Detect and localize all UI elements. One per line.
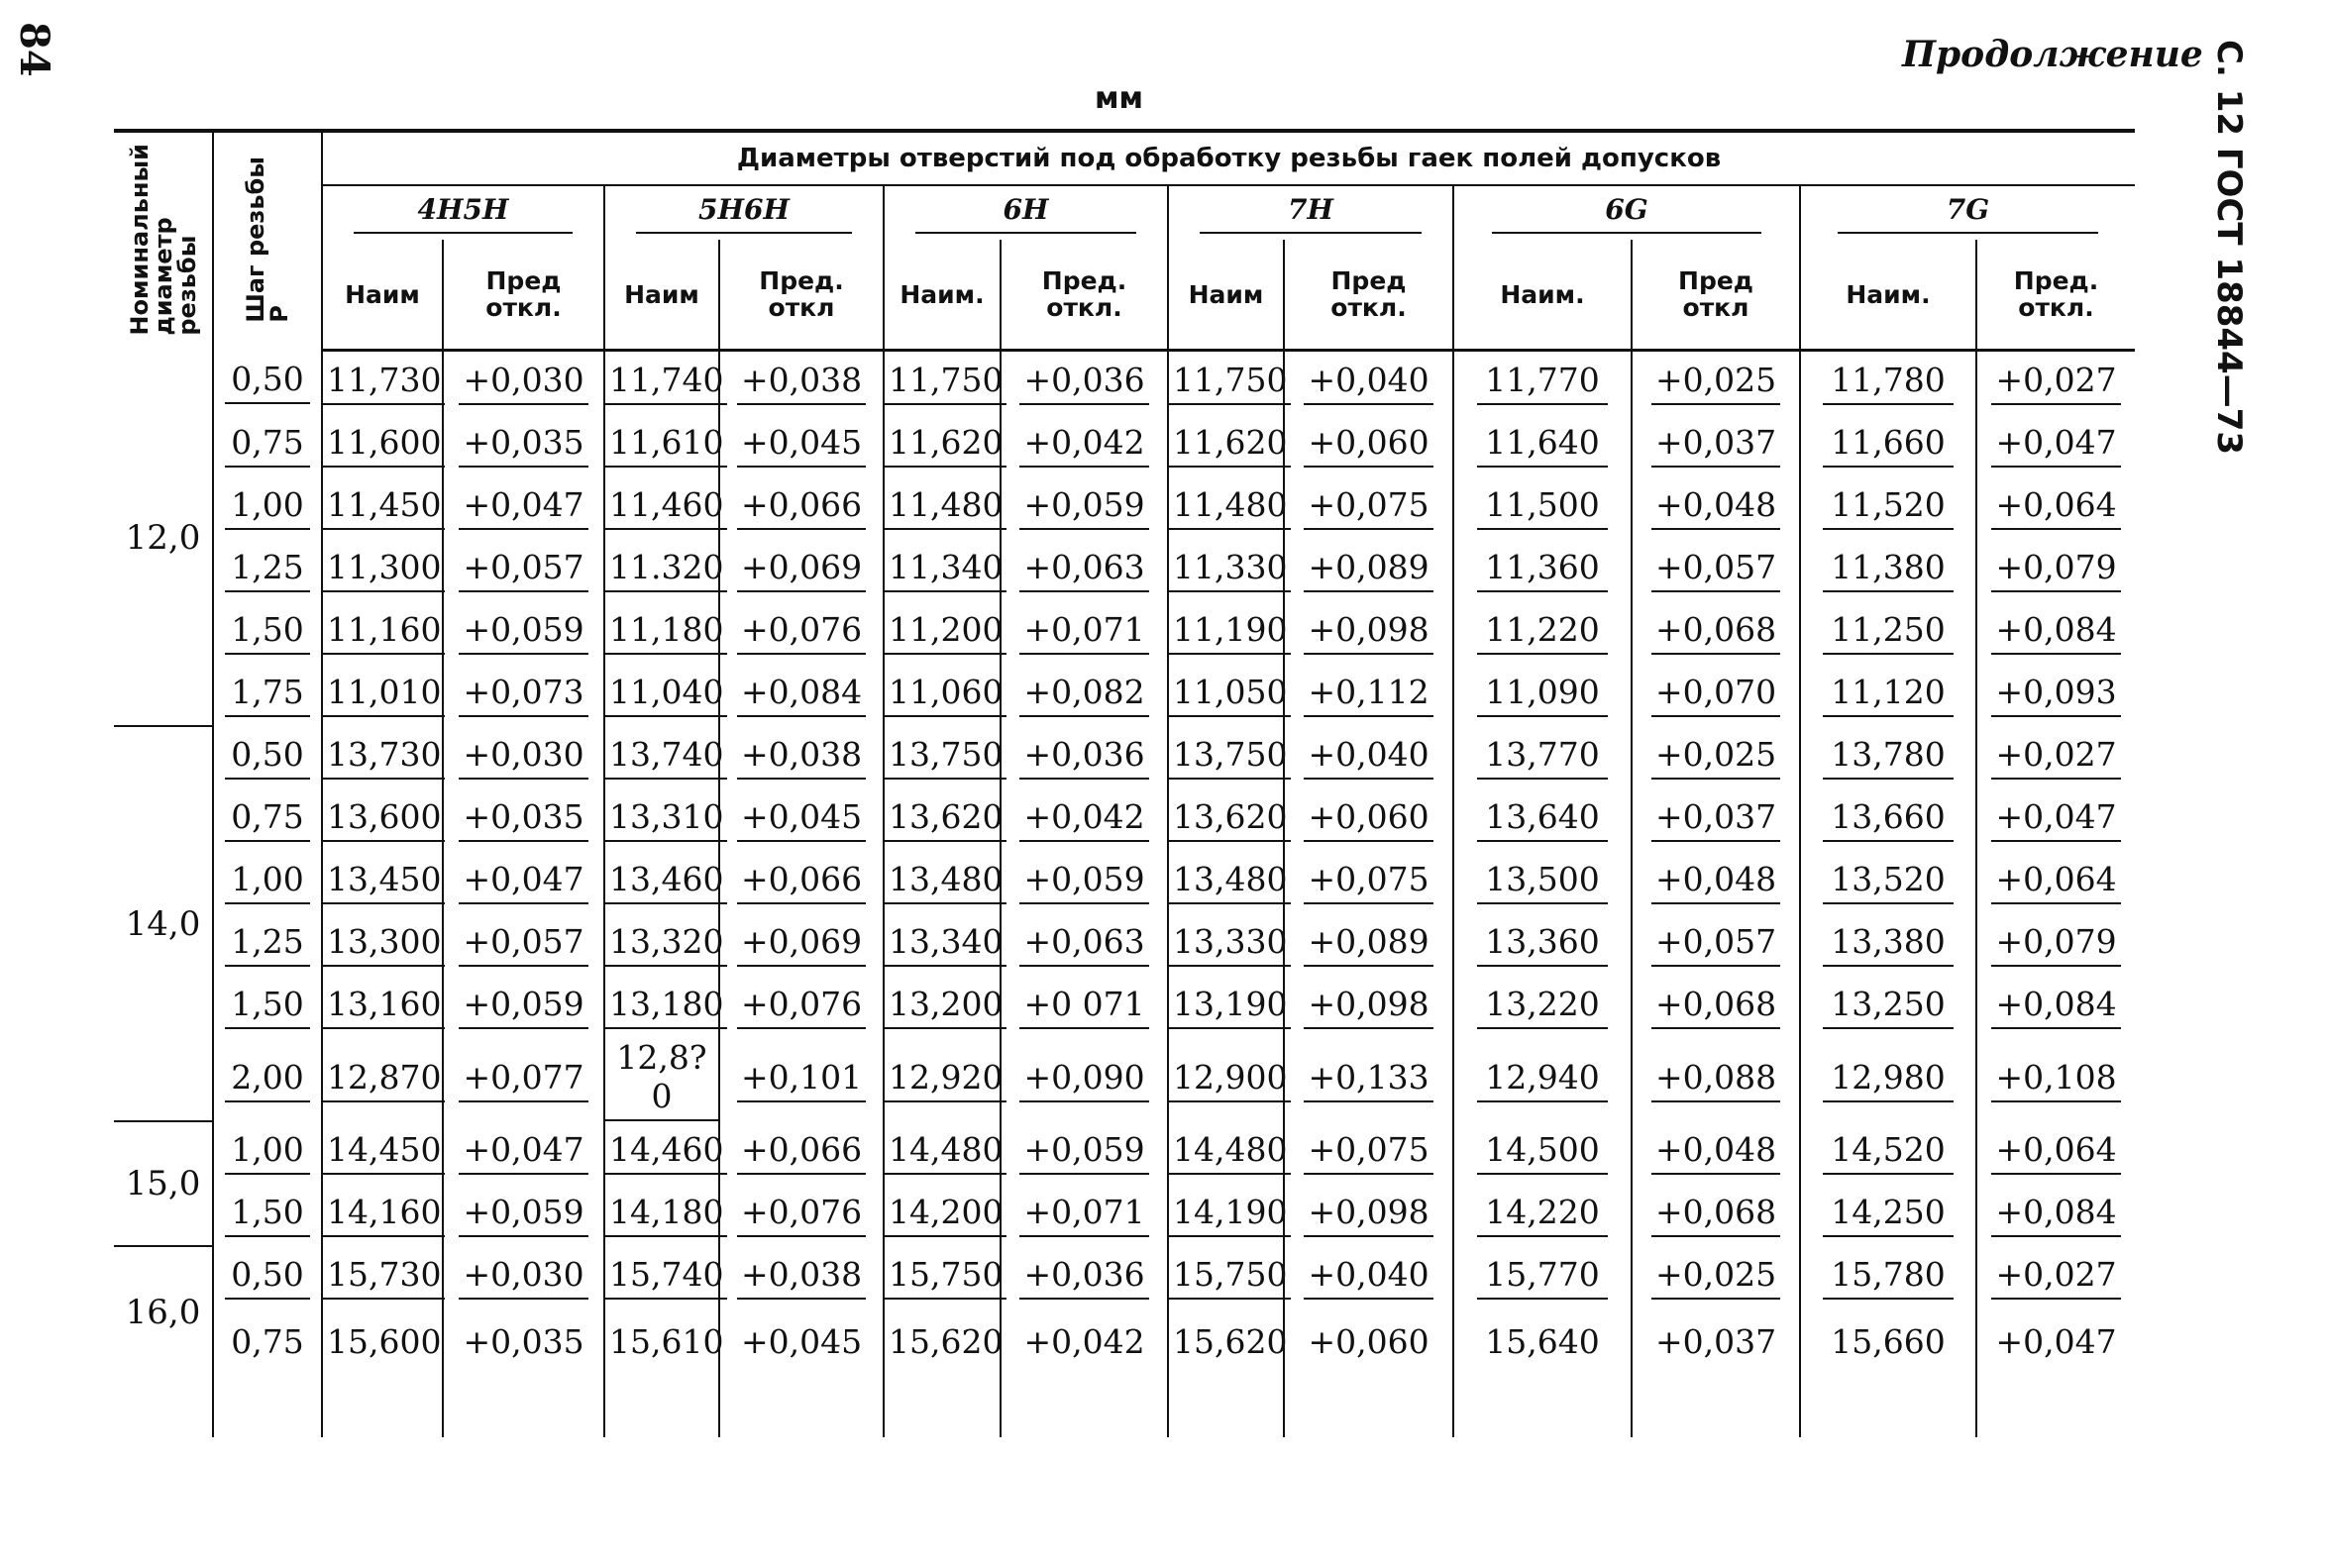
deviation-cell: +0,045	[719, 1308, 884, 1378]
deviation-cell: +0,047	[443, 1121, 604, 1184]
min-diameter-cell: 11,090	[1453, 664, 1632, 726]
deviation-cell: +0,057	[1632, 539, 1800, 601]
field-name: 4H5H	[354, 193, 573, 234]
pitch-cell: 0,75	[213, 414, 322, 476]
min-diameter-cell: 11,220	[1453, 601, 1632, 664]
min-diameter-cell: 15,750	[884, 1246, 1001, 1308]
deviation-column-header: Пред откл.	[443, 240, 604, 351]
deviation-cell: +0,030	[443, 1246, 604, 1308]
min-diameter-cell: 13,620	[884, 788, 1001, 851]
deviation-cell: +0,084	[1976, 601, 2135, 664]
min-diameter-cell: 13,300	[322, 913, 443, 976]
field-header	[1800, 185, 2135, 240]
nominal-diameter-cell: 15,0	[114, 1121, 213, 1246]
min-diameter-cell: 13,360	[1453, 913, 1632, 976]
min-diameter-cell: 15,600	[322, 1308, 443, 1378]
deviation-cell: +0,059	[443, 976, 604, 1038]
min-diameter-cell: 11,750	[884, 351, 1001, 415]
deviation-cell: +0,070	[1632, 664, 1800, 726]
field-header	[1453, 185, 1800, 240]
min-diameter-cell: 11,480	[884, 476, 1001, 539]
min-diameter-cell: 12,920	[884, 1038, 1001, 1121]
min-diameter-cell: 11,380	[1800, 539, 1976, 601]
min-diameter-cell: 13,190	[1168, 976, 1284, 1038]
field-header	[322, 185, 604, 240]
deviation-cell: +0,101	[719, 1038, 884, 1121]
pitch-cell: 1,00	[213, 1121, 322, 1184]
min-diameter-cell: 11,340	[884, 539, 1001, 601]
min-diameter-cell: 11,040	[604, 664, 719, 726]
table-row	[114, 1038, 2135, 1121]
table-body	[114, 351, 2135, 1438]
min-diameter-cell: 13,160	[322, 976, 443, 1038]
table-row	[114, 1184, 2135, 1246]
deviation-cell: +0,071	[1001, 601, 1168, 664]
pitch-cell: 1,50	[213, 1184, 322, 1246]
deviation-column-header: Пред. откл.	[1001, 240, 1168, 351]
pitch-cell: 0,75	[213, 1308, 322, 1378]
table-row	[114, 414, 2135, 476]
deviation-cell: +0,025	[1632, 351, 1800, 415]
deviation-cell: +0,066	[719, 476, 884, 539]
deviation-cell: +0,038	[719, 1246, 884, 1308]
deviation-cell: +0,066	[719, 851, 884, 913]
deviation-cell: +0,063	[1001, 539, 1168, 601]
deviation-cell: +0,090	[1001, 1038, 1168, 1121]
deviation-cell: +0,133	[1284, 1038, 1453, 1121]
min-diameter-cell: 13,620	[1168, 788, 1284, 851]
min-diameter-cell: 11,620	[884, 414, 1001, 476]
deviation-cell: +0,076	[719, 976, 884, 1038]
deviation-cell: +0,038	[719, 351, 884, 415]
document-code: С. 12 ГОСТ 18844—73	[2209, 40, 2249, 456]
deviation-column-header: Пред. откл	[719, 240, 884, 351]
pitch-cell: 1,75	[213, 664, 322, 726]
deviation-cell: +0,060	[1284, 414, 1453, 476]
min-column-header: Наим.	[884, 240, 1001, 351]
pitch-cell: 0,50	[213, 351, 322, 415]
deviation-cell: +0,098	[1284, 976, 1453, 1038]
field-name: 6G	[1492, 193, 1760, 234]
deviation-column-header: Пред откл	[1632, 240, 1800, 351]
min-diameter-cell: 11,640	[1453, 414, 1632, 476]
min-diameter-cell: 13,330	[1168, 913, 1284, 976]
min-diameter-cell: 14,250	[1800, 1184, 1976, 1246]
deviation-cell: +0,073	[443, 664, 604, 726]
deviation-cell: +0,059	[443, 1184, 604, 1246]
min-diameter-cell: 11,180	[604, 601, 719, 664]
min-diameter-cell: 11,010	[322, 664, 443, 726]
deviation-cell: +0,057	[443, 913, 604, 976]
tail-cell	[1632, 1378, 1800, 1437]
min-diameter-cell: 15,620	[884, 1308, 1001, 1378]
deviation-cell: +0,075	[1284, 476, 1453, 539]
deviation-cell: +0,093	[1976, 664, 2135, 726]
deviation-cell: +0,036	[1001, 726, 1168, 788]
pitch-cell: 1,00	[213, 476, 322, 539]
min-diameter-cell: 13,770	[1453, 726, 1632, 788]
deviation-cell: +0,027	[1976, 726, 2135, 788]
min-diameter-cell: 15,750	[1168, 1246, 1284, 1308]
min-diameter-cell: 11,750	[1168, 351, 1284, 415]
min-column-header: Наим	[322, 240, 443, 351]
min-diameter-cell: 11,600	[322, 414, 443, 476]
min-column-header: Наим	[1168, 240, 1284, 351]
min-diameter-cell: 13,520	[1800, 851, 1976, 913]
deviation-cell: +0,088	[1632, 1038, 1800, 1121]
pitch-cell: 1,25	[213, 913, 322, 976]
min-column-header: Наим	[604, 240, 719, 351]
min-diameter-cell: 14,520	[1800, 1121, 1976, 1184]
table-row	[114, 851, 2135, 913]
min-diameter-cell: 15,660	[1800, 1308, 1976, 1378]
field-name: 5H6H	[636, 193, 852, 234]
table-row	[114, 788, 2135, 851]
deviation-cell: +0,047	[443, 851, 604, 913]
thread-diameter-table	[114, 129, 2135, 1437]
field-name: 7G	[1838, 193, 2098, 234]
min-diameter-cell: 13,250	[1800, 976, 1976, 1038]
deviation-cell: +0,077	[443, 1038, 604, 1121]
tail-cell	[1453, 1378, 1632, 1437]
deviation-cell: +0,025	[1632, 726, 1800, 788]
deviation-cell: +0,036	[1001, 351, 1168, 415]
min-diameter-cell: 11,120	[1800, 664, 1976, 726]
deviation-cell: +0,037	[1632, 414, 1800, 476]
tail-cell	[443, 1378, 604, 1437]
pitch-cell: 2,00	[213, 1038, 322, 1121]
pitch-cell: 1,25	[213, 539, 322, 601]
deviation-cell: +0,060	[1284, 788, 1453, 851]
nominal-diameter-cell: 16,0	[114, 1246, 213, 1378]
deviation-cell: +0,068	[1632, 976, 1800, 1038]
deviation-cell: +0,045	[719, 414, 884, 476]
table-row	[114, 476, 2135, 539]
tail-cell	[1168, 1378, 1284, 1437]
deviation-cell: +0,071	[1001, 1184, 1168, 1246]
table-row	[114, 664, 2135, 726]
min-diameter-cell: 13,340	[884, 913, 1001, 976]
deviation-cell: +0,059	[1001, 851, 1168, 913]
min-diameter-cell: 11,450	[322, 476, 443, 539]
pitch-cell: 0,75	[213, 788, 322, 851]
page-number: 84	[11, 22, 57, 77]
field-header	[604, 185, 884, 240]
tail-cell	[884, 1378, 1001, 1437]
deviation-cell: +0,057	[443, 539, 604, 601]
deviation-cell: +0,037	[1632, 1308, 1800, 1378]
deviation-cell: +0,042	[1001, 414, 1168, 476]
min-diameter-cell: 14,460	[604, 1121, 719, 1184]
deviation-cell: +0,098	[1284, 1184, 1453, 1246]
units-label: мм	[1095, 81, 1144, 116]
deviation-column-header: Пред откл.	[1284, 240, 1453, 351]
min-diameter-cell: 13,200	[884, 976, 1001, 1038]
deviation-cell: +0,040	[1284, 351, 1453, 415]
min-diameter-cell: 11,330	[1168, 539, 1284, 601]
side-title	[2201, 40, 2251, 456]
min-diameter-cell: 11,200	[884, 601, 1001, 664]
deviation-cell: +0,076	[719, 601, 884, 664]
min-diameter-cell: 13,750	[1168, 726, 1284, 788]
deviation-cell: +0 071	[1001, 976, 1168, 1038]
deviation-cell: +0,082	[1001, 664, 1168, 726]
min-diameter-cell: 13,660	[1800, 788, 1976, 851]
deviation-cell: +0,076	[719, 1184, 884, 1246]
deviation-cell: +0,066	[719, 1121, 884, 1184]
deviation-cell: +0,079	[1976, 539, 2135, 601]
deviation-cell: +0,064	[1976, 1121, 2135, 1184]
deviation-cell: +0,027	[1976, 351, 2135, 415]
min-diameter-cell: 11,160	[322, 601, 443, 664]
table-row	[114, 1308, 2135, 1378]
deviation-cell: +0,084	[1976, 976, 2135, 1038]
field-header	[1168, 185, 1453, 240]
pitch-cell: 0,50	[213, 726, 322, 788]
min-diameter-cell: 13,460	[604, 851, 719, 913]
deviation-cell: +0,060	[1284, 1308, 1453, 1378]
min-column-header: Наим.	[1453, 240, 1632, 351]
deviation-cell: +0,098	[1284, 601, 1453, 664]
field-name: 6H	[915, 193, 1135, 234]
deviation-cell: +0,084	[719, 664, 884, 726]
pitch-cell: 1,50	[213, 976, 322, 1038]
min-diameter-cell: 14,160	[322, 1184, 443, 1246]
deviation-cell: +0,059	[1001, 476, 1168, 539]
table-row	[114, 1121, 2135, 1184]
tail-cell	[1976, 1378, 2135, 1437]
min-diameter-cell: 14,200	[884, 1184, 1001, 1246]
min-diameter-cell: 15,740	[604, 1246, 719, 1308]
deviation-cell: +0,075	[1284, 1121, 1453, 1184]
deviation-cell: +0,069	[719, 913, 884, 976]
deviation-cell: +0,045	[719, 788, 884, 851]
deviation-cell: +0,040	[1284, 726, 1453, 788]
deviation-cell: +0,047	[1976, 788, 2135, 851]
min-diameter-cell: 11,250	[1800, 601, 1976, 664]
min-diameter-cell: 15,780	[1800, 1246, 1976, 1308]
tail-cell	[1001, 1378, 1168, 1437]
deviation-cell: +0,068	[1632, 1184, 1800, 1246]
min-diameter-cell: 14,190	[1168, 1184, 1284, 1246]
min-diameter-cell: 11,360	[1453, 539, 1632, 601]
table-row	[114, 1246, 2135, 1308]
min-diameter-cell: 13,750	[884, 726, 1001, 788]
deviation-cell: +0,040	[1284, 1246, 1453, 1308]
deviation-cell: +0,084	[1976, 1184, 2135, 1246]
deviation-cell: +0,089	[1284, 913, 1453, 976]
deviation-cell: +0,042	[1001, 1308, 1168, 1378]
deviation-cell: +0,030	[443, 726, 604, 788]
min-diameter-cell: 12,940	[1453, 1038, 1632, 1121]
min-column-header: Наим.	[1800, 240, 1976, 351]
min-diameter-cell: 12,870	[322, 1038, 443, 1121]
tail-cell	[604, 1378, 719, 1437]
deviation-cell: +0,059	[1001, 1121, 1168, 1184]
min-diameter-cell: 11.320	[604, 539, 719, 601]
deviation-cell: +0,075	[1284, 851, 1453, 913]
table-row	[114, 726, 2135, 788]
min-diameter-cell: 11,740	[604, 351, 719, 415]
min-diameter-cell: 11,050	[1168, 664, 1284, 726]
nominal-diameter-cell: 14,0	[114, 726, 213, 1121]
min-diameter-cell: 11,300	[322, 539, 443, 601]
table-tail	[114, 1378, 2135, 1437]
min-diameter-cell: 11,610	[604, 414, 719, 476]
deviation-cell: +0,059	[443, 601, 604, 664]
table-row	[114, 976, 2135, 1038]
min-diameter-cell: 12,980	[1800, 1038, 1976, 1121]
min-diameter-cell: 15,620	[1168, 1308, 1284, 1378]
deviation-cell: +0,063	[1001, 913, 1168, 976]
table-row	[114, 913, 2135, 976]
deviation-column-header: Пред. откл.	[1976, 240, 2135, 351]
deviation-cell: +0,035	[443, 788, 604, 851]
min-diameter-cell: 14,500	[1453, 1121, 1632, 1184]
min-diameter-cell: 13,780	[1800, 726, 1976, 788]
min-diameter-cell: 13,380	[1800, 913, 1976, 976]
min-diameter-cell: 11,520	[1800, 476, 1976, 539]
min-diameter-cell: 14,220	[1453, 1184, 1632, 1246]
min-diameter-cell: 15,770	[1453, 1246, 1632, 1308]
deviation-cell: +0,047	[1976, 414, 2135, 476]
deviation-cell: +0,027	[1976, 1246, 2135, 1308]
min-diameter-cell: 13,180	[604, 976, 719, 1038]
deviation-cell: +0,035	[443, 1308, 604, 1378]
table-row	[114, 351, 2135, 415]
deviation-cell: +0,068	[1632, 601, 1800, 664]
continuation-label: Продолжение	[1902, 34, 2203, 75]
min-diameter-cell: 13,640	[1453, 788, 1632, 851]
min-diameter-cell: 13,600	[322, 788, 443, 851]
tail-cell	[213, 1378, 322, 1437]
deviation-cell: +0,036	[1001, 1246, 1168, 1308]
diameter-column-header: Номинальный диаметр резьбы	[114, 131, 213, 351]
deviation-cell: +0,047	[443, 476, 604, 539]
pitch-column-header: Шаг резьбы P	[213, 131, 322, 351]
field-header	[884, 185, 1168, 240]
min-diameter-cell: 11,780	[1800, 351, 1976, 415]
min-diameter-cell: 11,770	[1453, 351, 1632, 415]
min-diameter-cell: 11,620	[1168, 414, 1284, 476]
deviation-cell: +0,064	[1976, 476, 2135, 539]
tail-cell	[1284, 1378, 1453, 1437]
deviation-cell: +0,079	[1976, 913, 2135, 976]
deviation-cell: +0,037	[1632, 788, 1800, 851]
min-diameter-cell: 14,180	[604, 1184, 719, 1246]
deviation-cell: +0,038	[719, 726, 884, 788]
min-diameter-cell: 15,730	[322, 1246, 443, 1308]
deviation-cell: +0,035	[443, 414, 604, 476]
min-diameter-cell: 13,730	[322, 726, 443, 788]
tail-cell	[1800, 1378, 1976, 1437]
field-header-row	[114, 185, 2135, 240]
min-diameter-cell: 11,660	[1800, 414, 1976, 476]
deviation-cell: +0,047	[1976, 1308, 2135, 1378]
min-diameter-cell: 13,220	[1453, 976, 1632, 1038]
min-diameter-cell: 14,450	[322, 1121, 443, 1184]
nominal-diameter-cell: 12,0	[114, 351, 213, 727]
pitch-cell: 1,00	[213, 851, 322, 913]
deviation-cell: +0,069	[719, 539, 884, 601]
min-diameter-cell: 11,730	[322, 351, 443, 415]
deviation-cell: +0,048	[1632, 476, 1800, 539]
min-diameter-cell: 12,8?0	[604, 1038, 719, 1121]
table-row	[114, 601, 2135, 664]
deviation-cell: +0,108	[1976, 1038, 2135, 1121]
min-diameter-cell: 13,480	[884, 851, 1001, 913]
min-diameter-cell: 12,900	[1168, 1038, 1284, 1121]
deviation-cell: +0,064	[1976, 851, 2135, 913]
deviation-cell: +0,057	[1632, 913, 1800, 976]
pitch-cell: 0,50	[213, 1246, 322, 1308]
min-diameter-cell: 15,640	[1453, 1308, 1632, 1378]
deviation-cell: +0,042	[1001, 788, 1168, 851]
min-diameter-cell: 14,480	[884, 1121, 1001, 1184]
deviation-cell: +0,048	[1632, 851, 1800, 913]
min-diameter-cell: 13,320	[604, 913, 719, 976]
min-diameter-cell: 13,740	[604, 726, 719, 788]
min-diameter-cell: 11,060	[884, 664, 1001, 726]
sub-header-row	[114, 240, 2135, 351]
tail-cell	[114, 1378, 213, 1437]
tail-cell	[322, 1378, 443, 1437]
main-header: Диаметры отверстий под обработку резьбы гаек полей допусков	[322, 131, 2135, 185]
min-diameter-cell: 13,450	[322, 851, 443, 913]
min-diameter-cell: 11,190	[1168, 601, 1284, 664]
min-diameter-cell: 13,500	[1453, 851, 1632, 913]
deviation-cell: +0,112	[1284, 664, 1453, 726]
min-diameter-cell: 13,310	[604, 788, 719, 851]
min-diameter-cell: 11,480	[1168, 476, 1284, 539]
min-diameter-cell: 14,480	[1168, 1121, 1284, 1184]
tail-cell	[719, 1378, 884, 1437]
min-diameter-cell: 11,500	[1453, 476, 1632, 539]
deviation-cell: +0,030	[443, 351, 604, 415]
pitch-cell: 1,50	[213, 601, 322, 664]
min-diameter-cell: 15,610	[604, 1308, 719, 1378]
table-row	[114, 539, 2135, 601]
deviation-cell: +0,025	[1632, 1246, 1800, 1308]
deviation-cell: +0,048	[1632, 1121, 1800, 1184]
min-diameter-cell: 11,460	[604, 476, 719, 539]
min-diameter-cell: 13,480	[1168, 851, 1284, 913]
deviation-cell: +0,089	[1284, 539, 1453, 601]
field-name: 7H	[1200, 193, 1421, 234]
